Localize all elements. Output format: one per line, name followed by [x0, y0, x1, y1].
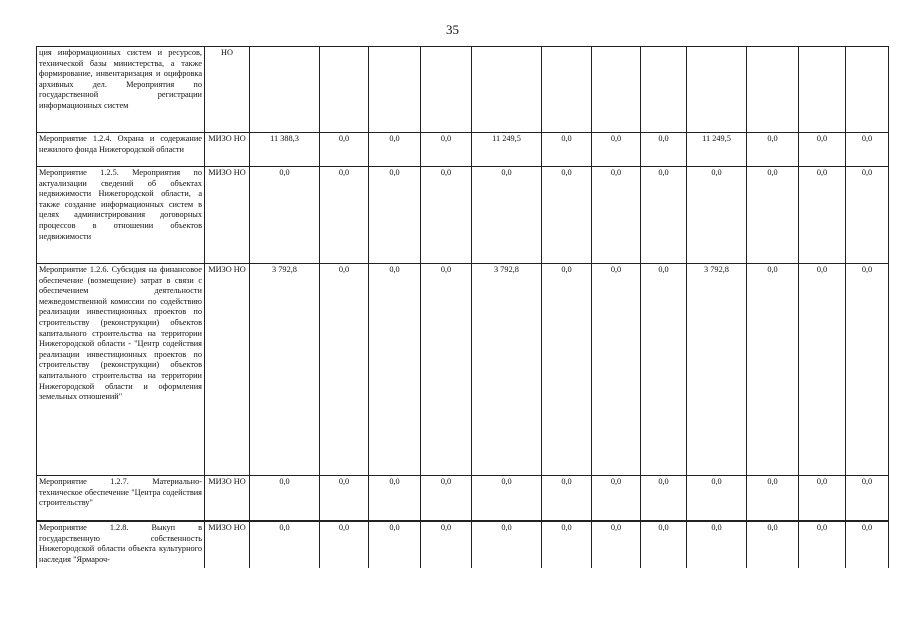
funding-value-cell: 0,0	[542, 264, 592, 476]
funding-value-cell: 0,0	[747, 476, 799, 522]
funding-value-cell: 0,0	[641, 521, 687, 568]
funding-value-cell: 0,0	[687, 167, 747, 264]
funding-value-cell: 0,0	[250, 521, 320, 568]
funding-value-cell	[369, 47, 421, 133]
funding-value-cell: 0,0	[592, 167, 641, 264]
funding-value-cell: 0,0	[542, 476, 592, 522]
activity-description-cell: Мероприятие 1.2.8. Выкуп в государственную собственность Нижегородской области объекта культурного наследия "Ярмароч-	[37, 521, 205, 568]
funding-value-cell	[799, 47, 846, 133]
funding-value-cell: 0,0	[369, 133, 421, 167]
funding-value-cell: 0,0	[641, 476, 687, 522]
funding-value-cell	[542, 47, 592, 133]
activity-description-cell: Мероприятие 1.2.5. Мероприятия по актуализации сведений об объектах недвижимости Нижегородской области, а также создание информационных систем в целях администрирования договорных процессов в отношении объектов недвижимости	[37, 167, 205, 264]
funding-value-cell: 0,0	[846, 264, 889, 476]
funding-value-cell: 0,0	[369, 521, 421, 568]
responsible-executor-cell: МИЗО НО	[205, 264, 250, 476]
responsible-executor-cell: МИЗО НО	[205, 476, 250, 522]
funding-value-cell: 0,0	[799, 264, 846, 476]
funding-value-cell	[421, 47, 472, 133]
table-row	[37, 476, 889, 522]
program-activities-table	[36, 46, 889, 568]
activity-description-cell: ция информационных систем и ресурсов, технической базы министерства, а также формирование, инвентаризация и оцифровка архивных дел. Мероприятия по государственной регистрации информационных систем	[37, 47, 205, 133]
activity-description-cell: Мероприятие 1.2.4. Охрана и содержание нежилого фонда Нижегородской области	[37, 133, 205, 167]
funding-value-cell: 0,0	[421, 521, 472, 568]
table-row	[37, 521, 889, 568]
funding-value-cell: 0,0	[542, 133, 592, 167]
funding-value-cell: 0,0	[320, 167, 369, 264]
funding-value-cell	[846, 47, 889, 133]
funding-value-cell: 0,0	[421, 264, 472, 476]
funding-value-cell: 0,0	[472, 167, 542, 264]
funding-value-cell: 0,0	[799, 521, 846, 568]
funding-value-cell: 0,0	[592, 476, 641, 522]
activity-description-cell: Мероприятие 1.2.6. Субсидия на финансовое обеспечение (возмещение) затрат в связи с обеспечением деятельности межведомственной комиссии по содействию реализации инвестиционных проектов по строительству (реконструкции) объектов капитального строительства на территории Нижегородской области - "Центр содействия реализации инвестиционных проектов по строительству (реконструкции) объектов капитального строительства на территории Нижегородской области и оформления земельных отношений"	[37, 264, 205, 476]
funding-value-cell	[641, 47, 687, 133]
funding-value-cell: 0,0	[472, 476, 542, 522]
funding-value-cell: 0,0	[320, 264, 369, 476]
funding-value-cell: 0,0	[747, 133, 799, 167]
funding-value-cell: 11 388,3	[250, 133, 320, 167]
funding-value-cell	[320, 47, 369, 133]
funding-value-cell: 0,0	[320, 476, 369, 522]
activity-description-cell: Мероприятие 1.2.7. Материально-техническое обеспечение "Центра содействия строительству"	[37, 476, 205, 522]
funding-value-cell	[250, 47, 320, 133]
funding-value-cell: 0,0	[250, 167, 320, 264]
funding-value-cell: 0,0	[799, 167, 846, 264]
funding-value-cell: 0,0	[747, 167, 799, 264]
table-row	[37, 264, 889, 476]
responsible-executor-cell: МИЗО НО	[205, 167, 250, 264]
funding-value-cell: 0,0	[320, 133, 369, 167]
funding-value-cell: 0,0	[747, 521, 799, 568]
table-row	[37, 133, 889, 167]
funding-value-cell: 0,0	[250, 476, 320, 522]
funding-value-cell: 0,0	[542, 521, 592, 568]
funding-value-cell: 0,0	[687, 521, 747, 568]
responsible-executor-cell: НО	[205, 47, 250, 133]
page-number: 35	[446, 22, 459, 37]
funding-value-cell: 0,0	[369, 476, 421, 522]
funding-value-cell: 0,0	[799, 133, 846, 167]
funding-value-cell: 3 792,8	[687, 264, 747, 476]
funding-value-cell: 11 249,5	[472, 133, 542, 167]
funding-value-cell: 0,0	[799, 476, 846, 522]
funding-value-cell: 0,0	[592, 264, 641, 476]
funding-value-cell: 0,0	[687, 476, 747, 522]
funding-value-cell: 0,0	[421, 133, 472, 167]
funding-value-cell: 0,0	[846, 521, 889, 568]
funding-value-cell: 0,0	[320, 521, 369, 568]
funding-value-cell: 0,0	[369, 167, 421, 264]
funding-value-cell: 3 792,8	[472, 264, 542, 476]
funding-value-cell	[472, 47, 542, 133]
responsible-executor-cell: МИЗО НО	[205, 521, 250, 568]
funding-value-cell: 0,0	[421, 167, 472, 264]
funding-value-cell: 11 249,5	[687, 133, 747, 167]
funding-value-cell	[687, 47, 747, 133]
funding-value-cell: 0,0	[641, 133, 687, 167]
funding-value-cell: 0,0	[542, 167, 592, 264]
funding-value-cell	[747, 47, 799, 133]
funding-value-cell	[592, 47, 641, 133]
funding-value-cell: 0,0	[641, 264, 687, 476]
funding-value-cell: 0,0	[747, 264, 799, 476]
funding-value-cell: 0,0	[846, 133, 889, 167]
table-row	[37, 167, 889, 264]
funding-value-cell: 0,0	[846, 476, 889, 522]
funding-value-cell: 0,0	[641, 167, 687, 264]
funding-value-cell: 0,0	[472, 521, 542, 568]
responsible-executor-cell: МИЗО НО	[205, 133, 250, 167]
funding-value-cell: 0,0	[421, 476, 472, 522]
funding-value-cell: 0,0	[846, 167, 889, 264]
funding-value-cell: 0,0	[592, 521, 641, 568]
table-row	[37, 47, 889, 133]
funding-value-cell: 0,0	[369, 264, 421, 476]
funding-value-cell: 0,0	[592, 133, 641, 167]
funding-value-cell: 3 792,8	[250, 264, 320, 476]
